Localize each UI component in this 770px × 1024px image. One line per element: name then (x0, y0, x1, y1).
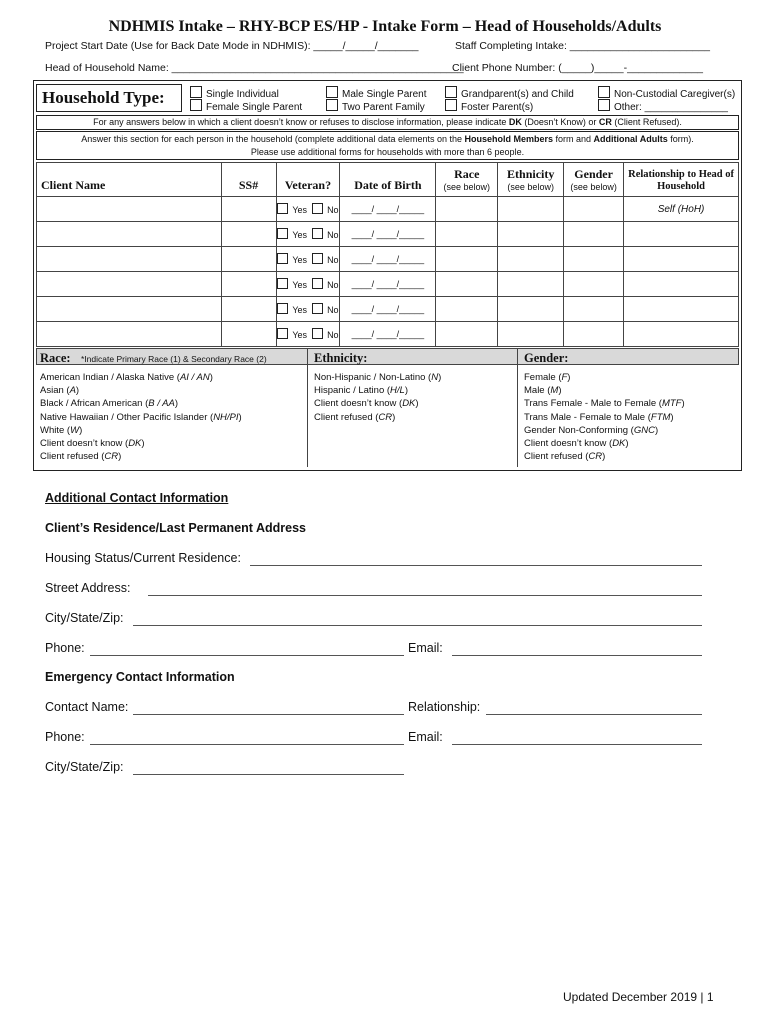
dob-cell[interactable] (340, 297, 436, 322)
list-item: Male (M) (524, 385, 562, 397)
veteran-cell[interactable] (276, 247, 340, 272)
gender-cell[interactable] (564, 247, 624, 272)
gender-cell[interactable] (564, 297, 624, 322)
option-female-single-parent[interactable]: Female Single Parent (190, 99, 302, 113)
header-ethnicity: Ethnicity (see below) (498, 163, 564, 197)
checkbox-icon[interactable] (277, 328, 288, 339)
list-item: Female (F) (524, 372, 571, 383)
no-label: No (327, 205, 339, 215)
option-single-individual[interactable]: Single Individual (190, 86, 279, 100)
option-foster-parents[interactable]: Foster Parent(s) (445, 99, 533, 113)
gender-cell[interactable] (564, 322, 624, 347)
yes-label: Yes (292, 280, 308, 290)
phone-label: Phone: (45, 641, 85, 655)
veteran-cell[interactable] (276, 272, 340, 297)
checkbox-icon[interactable] (326, 86, 338, 98)
email-label: Email: (408, 641, 443, 655)
checkbox-icon[interactable] (312, 303, 323, 314)
list-item: Non-Hispanic / Non-Latino (N) (314, 372, 442, 383)
veteran-cell[interactable] (276, 297, 340, 322)
veteran-cell[interactable] (276, 222, 340, 247)
ethnicity-cell[interactable] (498, 247, 564, 272)
self-hoh-label: Self (HoH) (657, 203, 705, 215)
street-address-label: Street Address: (45, 581, 131, 595)
relationship-cell[interactable] (624, 297, 739, 322)
header-client-name: Client Name (37, 163, 222, 197)
race-code-list (40, 371, 242, 463)
option-grandparents-and-child[interactable]: Grandparent(s) and Child (445, 86, 574, 100)
ethnicity-cell[interactable] (498, 297, 564, 322)
client-name-cell[interactable] (37, 222, 222, 247)
divider (307, 365, 308, 467)
checkbox-icon[interactable] (277, 278, 288, 289)
ssn-cell[interactable] (221, 197, 276, 222)
checkbox-icon[interactable] (312, 253, 323, 264)
list-item: Native Hawaiian / Other Pacific Islander (NH/PI) (40, 411, 242, 423)
client-name-cell[interactable] (37, 247, 222, 272)
client-table (36, 162, 739, 347)
housing-status-label: Housing Status/Current Residence: (45, 551, 241, 565)
option-non-custodial-caregiver[interactable]: Non-Custodial Caregiver(s) (598, 86, 735, 100)
housing-status-field[interactable] (250, 551, 702, 566)
emergency-city-field[interactable] (133, 760, 404, 775)
list-item: Trans Male - Female to Male (FTM) (524, 411, 674, 423)
checkbox-icon[interactable] (312, 328, 323, 339)
dob-blank: ____/ ____/_____ (351, 254, 425, 264)
checkbox-icon[interactable] (598, 99, 610, 111)
contact-name-label: Contact Name: (45, 700, 129, 714)
checkbox-icon[interactable] (277, 253, 288, 264)
checkbox-icon[interactable] (277, 303, 288, 314)
list-item: Client doesn’t know (DK) (524, 438, 629, 450)
ethnicity-heading: Ethnicity: (314, 351, 368, 365)
ssn-cell[interactable] (221, 222, 276, 247)
dob-cell[interactable] (340, 222, 436, 247)
veteran-cell[interactable] (276, 322, 340, 347)
dob-blank: ____/ ____/_____ (351, 279, 425, 289)
gender-cell[interactable] (564, 272, 624, 297)
table-row (37, 222, 739, 247)
race-heading: Race: *Indicate Primary Race (1) & Secondary Race (2) (40, 351, 267, 365)
client-phone-field[interactable]: Client Phone Number: (_____)_____-_____________ (452, 62, 704, 74)
table-row (37, 297, 739, 322)
table-row (37, 197, 739, 222)
table-row (37, 322, 739, 347)
city-state-zip-field[interactable] (133, 611, 702, 626)
option-two-parent-family[interactable]: Two Parent Family (326, 99, 425, 113)
client-name-cell[interactable] (37, 297, 222, 322)
no-label: No (327, 255, 339, 265)
additional-contact-heading: Additional Contact Information (45, 491, 229, 505)
dob-cell[interactable] (340, 322, 436, 347)
list-item: White (W) (40, 424, 83, 436)
gender-cell[interactable] (564, 197, 624, 222)
household-type-label: Household Type: (42, 88, 165, 107)
dob-blank: ____/ ____/_____ (351, 304, 425, 314)
race-cell[interactable] (436, 222, 498, 247)
residence-heading: Client’s Residence/Last Permanent Address (45, 521, 306, 535)
relationship-field[interactable] (486, 700, 702, 715)
city-state-zip-label: City/State/Zip: (45, 611, 124, 625)
gender-code-list (524, 371, 685, 463)
dob-blank: ____/ ____/_____ (351, 204, 425, 214)
list-item: Hispanic / Latino (H/L) (314, 385, 409, 397)
list-item: Trans Female - Male to Female (MTF) (524, 398, 685, 410)
ssn-cell[interactable] (221, 322, 276, 347)
emergency-phone-field[interactable] (90, 730, 404, 745)
checkbox-icon[interactable] (277, 228, 288, 239)
checkbox-icon[interactable] (190, 99, 202, 111)
option-other[interactable]: Other: _______________ (598, 99, 728, 113)
list-item: Client doesn’t know (DK) (40, 438, 145, 450)
header-veteran: Veteran? (276, 163, 340, 197)
checkbox-icon[interactable] (312, 203, 323, 214)
header-dob: Date of Birth (340, 163, 436, 197)
dob-cell[interactable] (340, 247, 436, 272)
project-start-date-field[interactable]: Project Start Date (Use for Back Date Mode in NDHMIS): _____/_____/_______ (45, 40, 419, 52)
list-item: Asian (A) (40, 385, 80, 397)
header-race: Race (see below) (436, 163, 498, 197)
yes-label: Yes (292, 255, 308, 265)
ssn-cell[interactable] (221, 247, 276, 272)
veteran-cell[interactable] (276, 197, 340, 222)
no-label: No (327, 230, 339, 240)
list-item: Client refused (CR) (314, 411, 396, 423)
race-cell[interactable] (436, 322, 498, 347)
dob-blank: ____/ ____/_____ (351, 229, 425, 239)
dob-cell[interactable] (340, 272, 436, 297)
list-item: American Indian / Alaska Native (AI / AN) (40, 372, 213, 383)
emergency-email-field[interactable] (452, 730, 702, 745)
gender-cell[interactable] (564, 222, 624, 247)
ethnicity-cell[interactable] (498, 272, 564, 297)
page-title: NDHMIS Intake – RHY-BCP ES/HP - Intake Form – Head of Households/Adults (108, 18, 662, 35)
relationship-cell[interactable] (624, 247, 739, 272)
no-label: No (327, 280, 339, 290)
yes-label: Yes (292, 305, 308, 315)
yes-label: Yes (292, 330, 308, 340)
emergency-phone-label: Phone: (45, 730, 85, 744)
list-item: Client doesn’t know (DK) (314, 398, 419, 410)
list-item: Black / African American (B / AA) (40, 398, 178, 410)
list-item: Gender Non-Conforming (GNC) (524, 424, 659, 436)
divider (307, 348, 308, 365)
no-label: No (327, 305, 339, 315)
instructions-text: Answer this section for each person in the household (complete additional data elements on the Household Members form and Additional Adults form). Please use additional forms for households with more than 6 people. (81, 134, 694, 157)
checkbox-icon[interactable] (445, 99, 457, 111)
dob-blank: ____/ ____/_____ (351, 329, 425, 339)
staff-completing-field[interactable]: Staff Completing Intake: ________________________ (455, 40, 710, 52)
ethnicity-cell[interactable] (498, 222, 564, 247)
header-gender: Gender (see below) (564, 163, 624, 197)
head-of-household-name-field[interactable]: Head of Household Name: __________________________________________________ (45, 62, 464, 74)
list-item: Client refused (CR) (40, 451, 122, 463)
ethnicity-code-list (314, 371, 441, 424)
no-label: No (327, 330, 339, 340)
email-field[interactable] (452, 641, 702, 656)
checkbox-icon[interactable] (445, 86, 457, 98)
checkbox-icon[interactable] (190, 86, 202, 98)
notice-text: For any answers below in which a client doesn’t know or refuses to disclose information, please indicate DK (Doesn’t Know) or CR (Client Refused). (93, 117, 682, 127)
ssn-cell[interactable] (221, 272, 276, 297)
option-male-single-parent[interactable]: Male Single Parent (326, 86, 427, 100)
race-cell[interactable] (436, 297, 498, 322)
header-relationship: Relationship to Head of Household (624, 163, 739, 197)
contact-name-field[interactable] (133, 700, 404, 715)
street-address-field[interactable] (148, 581, 702, 596)
list-item: Client refused (CR) (524, 451, 606, 463)
race-cell[interactable] (436, 272, 498, 297)
instructions-box (36, 131, 739, 160)
checkbox-icon[interactable] (312, 228, 323, 239)
footer-updated: Updated December 2019 | 1 (563, 990, 714, 1004)
checkbox-icon[interactable] (326, 99, 338, 111)
divider (517, 348, 518, 467)
ethnicity-cell[interactable] (498, 322, 564, 347)
relationship-cell[interactable] (624, 272, 739, 297)
emergency-email-label: Email: (408, 730, 443, 744)
client-name-cell[interactable] (37, 272, 222, 297)
household-type-label-box (36, 84, 182, 112)
phone-field[interactable] (90, 641, 404, 656)
client-name-cell[interactable] (37, 197, 222, 222)
checkbox-icon[interactable] (312, 278, 323, 289)
relationship-cell[interactable] (624, 322, 739, 347)
checkbox-icon[interactable] (277, 203, 288, 214)
client-name-cell[interactable] (37, 322, 222, 347)
race-cell[interactable] (436, 197, 498, 222)
yes-label: Yes (292, 205, 308, 215)
relationship-cell[interactable] (624, 197, 739, 222)
race-cell[interactable] (436, 247, 498, 272)
emergency-city-label: City/State/Zip: (45, 760, 124, 774)
table-row (37, 247, 739, 272)
ssn-cell[interactable] (221, 297, 276, 322)
gender-heading: Gender: (524, 351, 569, 365)
table-row (37, 272, 739, 297)
header-ssn: SS# (221, 163, 276, 197)
relationship-label: Relationship: (408, 700, 481, 714)
yes-label: Yes (292, 230, 308, 240)
ethnicity-cell[interactable] (498, 197, 564, 222)
notice-box (36, 115, 739, 130)
checkbox-icon[interactable] (598, 86, 610, 98)
relationship-cell[interactable] (624, 222, 739, 247)
emergency-contact-heading: Emergency Contact Information (45, 670, 235, 684)
dob-cell[interactable] (340, 197, 436, 222)
